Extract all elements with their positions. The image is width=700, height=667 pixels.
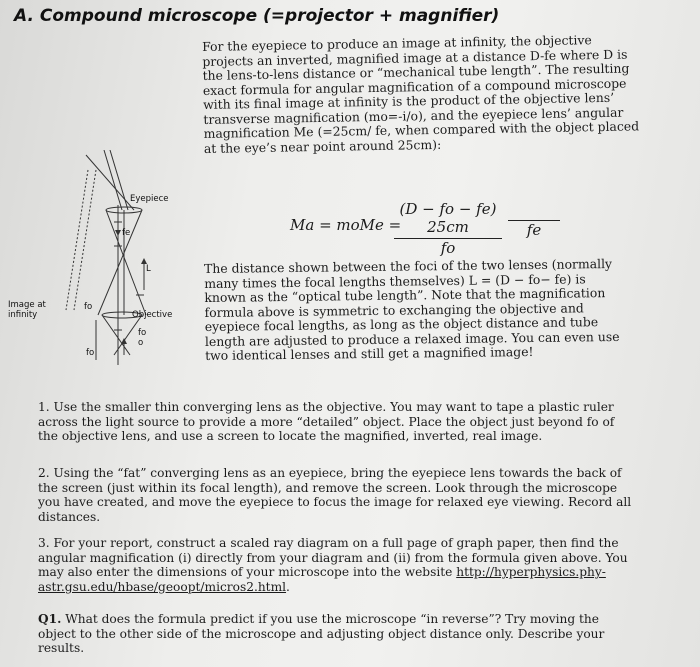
q1-label: Q1. bbox=[38, 612, 62, 626]
fo-mid-label: fo bbox=[138, 328, 147, 338]
tube-length-label: L bbox=[146, 264, 151, 274]
section-heading: A. Compound microscope (=projector + magnifier) bbox=[14, 6, 500, 26]
q1-text: What does the formula predict if you use the microscope “in reverse”? Try moving the object to the other side of the microscope and adjusting object distance only. Describe your results. bbox=[38, 612, 605, 656]
object-arrowhead bbox=[121, 338, 127, 344]
ray-diagram-svg bbox=[26, 150, 201, 375]
step-3-end: . bbox=[286, 579, 290, 594]
formula-numerator-1: (D − fo − fe) 25cm bbox=[394, 200, 502, 239]
o-label: o bbox=[138, 338, 144, 348]
question-1 bbox=[38, 612, 638, 656]
eyepiece-label: Eyepiece bbox=[130, 194, 169, 204]
fo-left-label: fo bbox=[84, 302, 93, 312]
tube-length-paragraph: The distance shown between the foci of the two lenses (normally many times the focal lengths themselves) L = (D − fo− fe) is known as the “optical tube length”. Note that the magnification formula above is symmetric to exchanging the objective and eyepiece focal lengths, as long as the object distance and tube length are adjusted to produce a relaxed image. You can even use two identical lenses and still get a magnified image! bbox=[203, 256, 620, 363]
infinity-label: infinity bbox=[8, 310, 38, 320]
ray-line bbox=[102, 315, 130, 355]
intro-paragraph: For the eyepiece to produce an image at infinity, the objective projects an inverted, magnified image at a distance D-fe where D is the lens-to-lens distance or “mechanical tube length”. The resulting exact formula for angular magnification of a compound microscope with its final image at infinity is the product of the objective lens’ transverse magnification (mo=-i/o), and the eyepiece lens’ angular magnification Me (=25cm/ fe, when compared with the object placed at the eye’s near point around 25cm): bbox=[201, 32, 640, 156]
ray-line bbox=[106, 210, 146, 315]
step-1: 1. Use the smaller thin converging lens as the objective. You may want to tape a plastic ruler across the light source to provide a more “detailed” object. Place the object just beyond fo of the objective lens, and use a screen to locate the magnified, inverted, real image. bbox=[38, 400, 615, 444]
ray-line bbox=[98, 210, 142, 315]
hyperphysics-link[interactable]: http://hyperphysics.phy-astr.gsu.edu/hbase/geoopt/micros2.html bbox=[38, 565, 606, 594]
step-2: 2. Using the “fat” converging lens as an eyepiece, bring the eyepiece lens towards the back of the screen (just within its focal length), and remove the screen. Look through the microscope you have created, and move the eyepiece to focus the image for relaxed eye viewing. Record all distances. bbox=[38, 466, 632, 524]
fo-bottom-label: fo bbox=[86, 348, 95, 358]
formula-numerator-2 bbox=[508, 200, 560, 221]
step-3 bbox=[38, 536, 638, 594]
objective-label: Objective bbox=[132, 310, 173, 320]
microscope-diagram bbox=[8, 150, 201, 375]
ray-line bbox=[86, 155, 134, 210]
formula-lhs: Ma = moMe = bbox=[290, 216, 402, 234]
formula-denominator-2: fe bbox=[526, 221, 542, 239]
image-at-label: Image at bbox=[8, 300, 46, 310]
magnification-formula bbox=[290, 200, 570, 257]
formula-fraction-2 bbox=[508, 200, 560, 239]
step-3-text: 3. For your report, construct a scaled ray diagram on a full page of graph paper, then find the angular magnification (i) directly from your diagram and (ii) from the formula given above. You may also enter the dimensions of your microscope into the website bbox=[38, 536, 628, 580]
formula-fraction-1 bbox=[394, 200, 502, 257]
formula-denominator-1: fo bbox=[440, 239, 456, 257]
fe-label: fe bbox=[122, 228, 131, 238]
